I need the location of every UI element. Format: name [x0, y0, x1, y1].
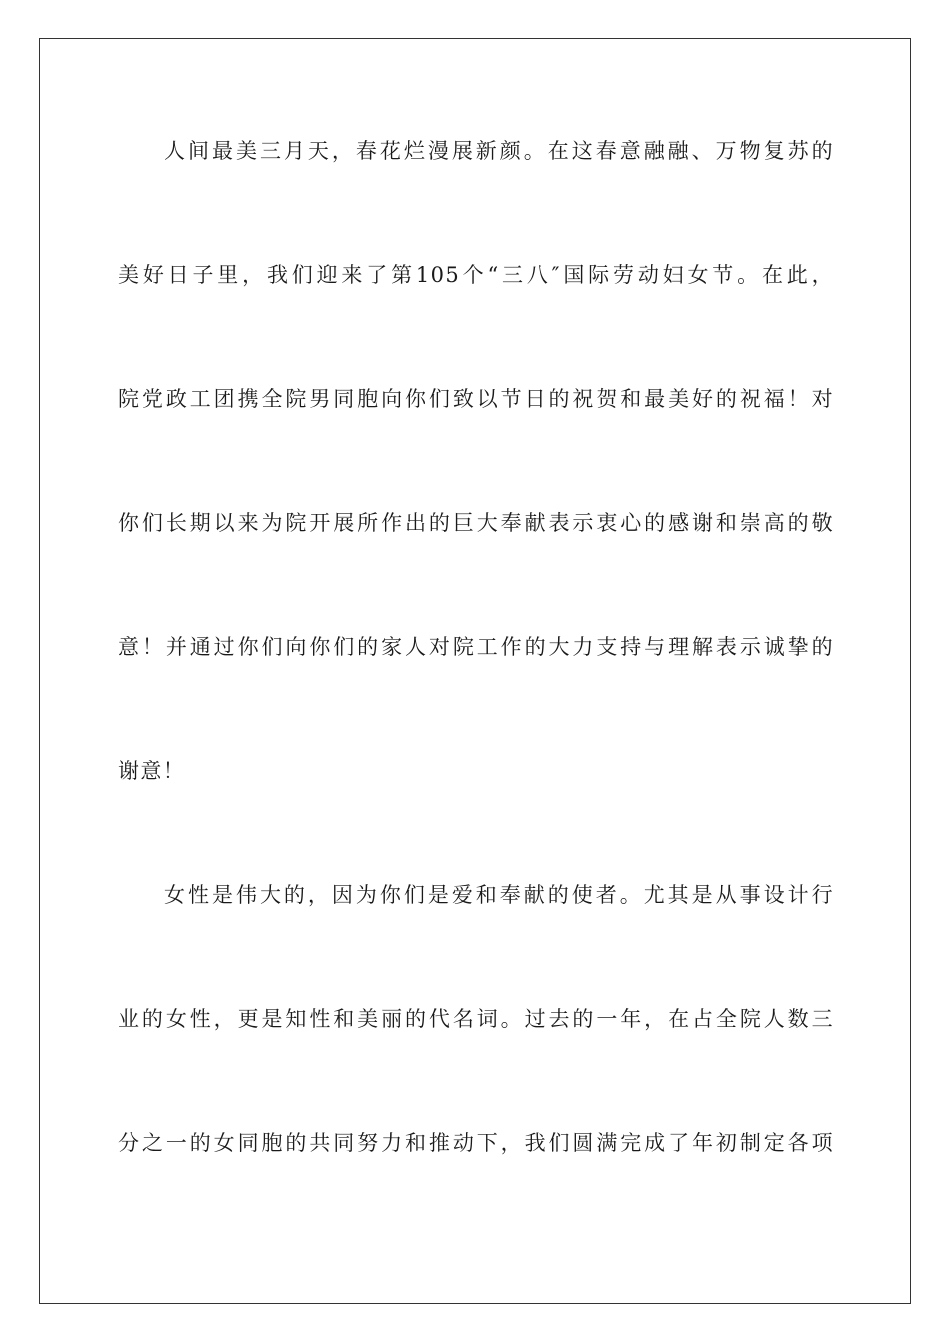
text-line: 美好日子里，我们迎来了第105个“三八″国际劳动妇女节。在此，: [118, 263, 834, 287]
paragraph-2: [118, 864, 834, 1174]
text-line: 你们长期以来为院开展所作出的巨大奉献表示衷心的感谢和崇高的敬: [118, 511, 834, 535]
text-line: 意！并通过你们向你们的家人对院工作的大力支持与理解表示诚挚的: [118, 635, 834, 659]
text-line: 分之一的女同胞的共同努力和推动下，我们圆满完成了年初制定各项: [118, 1131, 834, 1155]
text-line: 业的女性，更是知性和美丽的代名词。过去的一年，在占全院人数三: [118, 1007, 834, 1031]
document-body: [118, 120, 834, 1236]
text-line: 谢意！: [118, 759, 186, 783]
paragraph-1: [118, 120, 834, 802]
text-line: 女性是伟大的，因为你们是爱和奉献的使者。尤其是从事设计行: [164, 883, 834, 907]
text-line: 人间最美三月天，春花烂漫展新颜。在这春意融融、万物复苏的: [164, 139, 834, 163]
text-line: 院党政工团携全院男同胞向你们致以节日的祝贺和最美好的祝福！对: [118, 387, 834, 411]
